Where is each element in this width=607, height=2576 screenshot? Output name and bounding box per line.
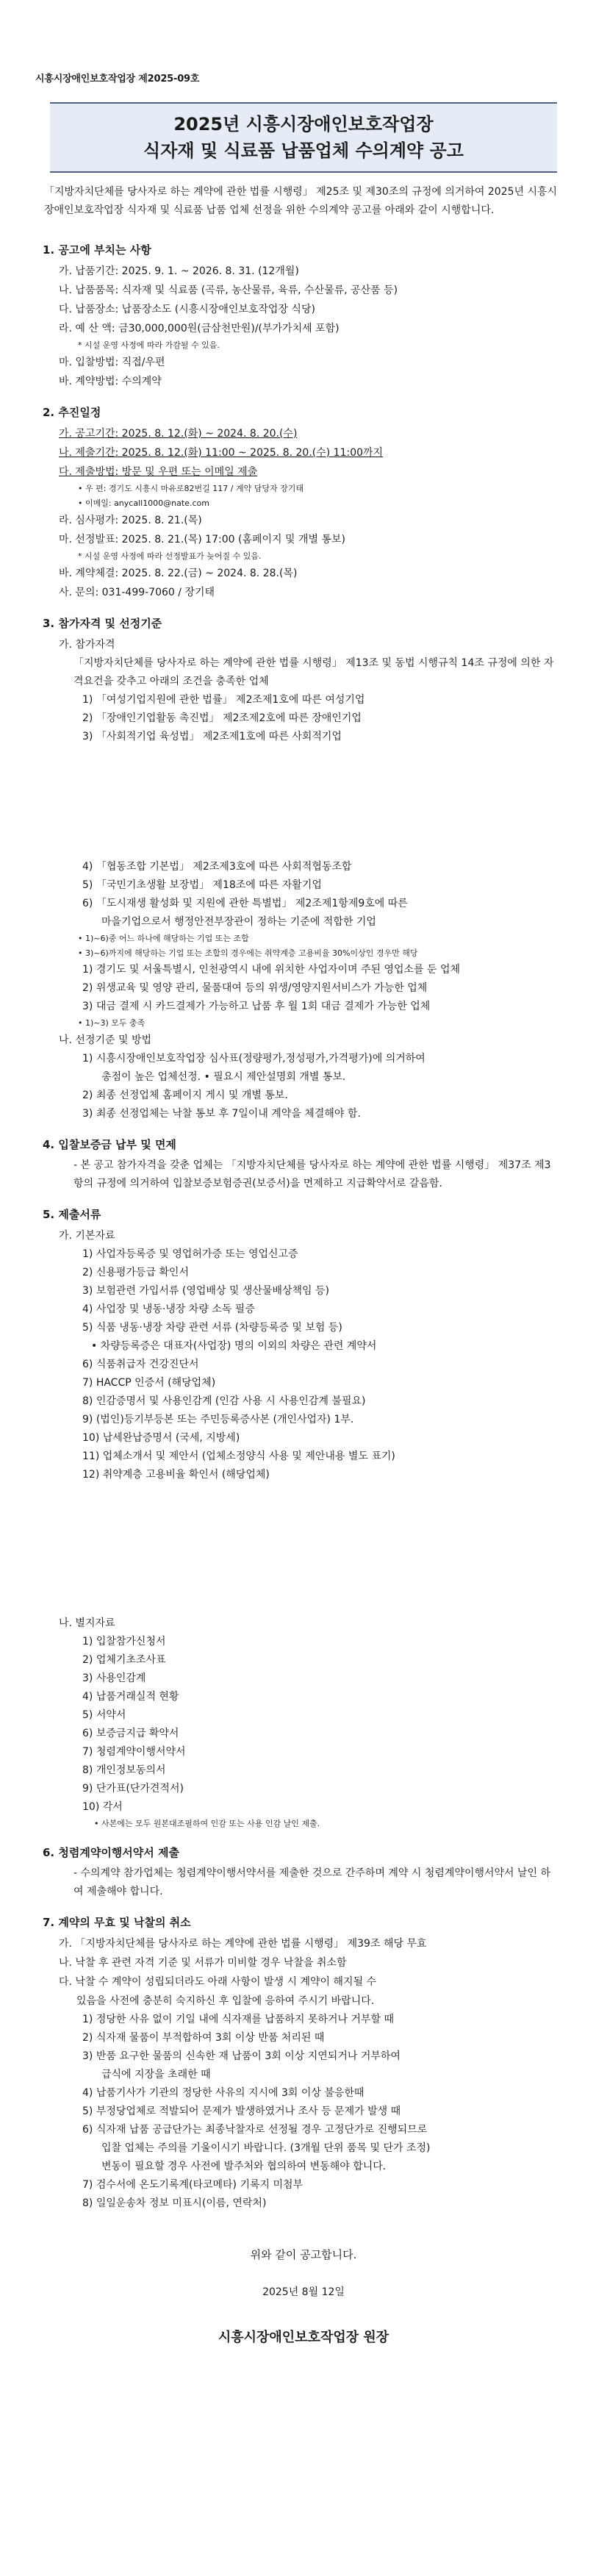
s3-method-3: 3) 최종 선정업체는 낙찰 통보 후 7일이내 계약을 체결해야 함. (82, 1108, 361, 1120)
s5-form-1: 1) 입찰참가신청서 (82, 1636, 166, 1647)
s5-form-4: 4) 납품거래실적 현황 (82, 1691, 179, 1703)
title-line-2: 식자재 및 식료품 납품업체 수의계약 공고 (143, 140, 464, 161)
s3-qual-note-1: • 1)~6)중 어느 하나에 해당하는 기업 또는 조합 (78, 934, 249, 943)
s3-cond-3: 3) 대금 결제 시 카드결제가 가능하고 납품 후 월 1회 대금 결제가 가능한 업체 (82, 1001, 431, 1012)
s7-cause-8: 8) 일일운송차 정보 미표시(이름, 연락처) (82, 2197, 267, 2209)
s3-qual-4: 4) 「협동조합 기본법」 제2조제3호에 따른 사회적협동조합 (82, 861, 352, 873)
s5-form-2: 2) 업체기초조사표 (82, 1654, 166, 1666)
s1-item-d-note: * 시설 운영 사정에 따라 가감될 수 있음. (78, 340, 220, 350)
s1-item-d: 라. 예 산 액: 금30,000,000원(금삼천만원)/(부가가치세 포함) (59, 323, 340, 334)
s5-doc-9: 9) (법인)등기부등본 또는 주민등록증사본 (개인사업자) 1부. (82, 1414, 354, 1425)
s5-form-7: 7) 청렴계약이행서약서 (82, 1746, 186, 1758)
title-box (50, 102, 557, 173)
s5-form-3: 3) 사용인감계 (82, 1672, 146, 1684)
s3-qual-note-2: • 3)~6)까지에 해당하는 기업 또는 조합의 경우에는 취약계층 고용비율 30%이상인 경우만 해당 (78, 948, 418, 958)
s5-form-8: 8) 개인정보동의서 (82, 1764, 166, 1776)
s3-method-1-cont: 총점이 높은 업체선정. • 필요시 제안설명회 개별 통보. (101, 1071, 346, 1083)
s5-doc-7: 7) HACCP 인증서 (해당업체) (82, 1377, 216, 1389)
s7-item-a: 가. 「지방자치단체를 당사자로 하는 계약에 관한 법률 시행령」 제39조 해당 무효 (59, 1938, 427, 1950)
section-6-title: 6. 청렴계약이행서약서 제출 (43, 1846, 179, 1859)
issuing-organization: 시흥시장애인보호작업장 원장 (218, 2330, 389, 2345)
intro-paragraph: 「지방자치단체를 당사자로 하는 계약에 관한 법률 시행령」 제25조 및 제30조의 규정에 의거하여 2025년 시흥시장애인보호작업장 식자재 및 식료품 납품 업체 선정을 위한 수의계약 공고를 아래와 같이 시행합니다. (44, 186, 558, 216)
s5-form-9: 9) 단가표(단가견적서) (82, 1783, 184, 1795)
s3-item-a: 가. 참가자격 (59, 639, 115, 651)
s1-item-e: 마. 입찰방법: 직접/우편 (59, 357, 165, 368)
notice-date: 2025년 8월 12일 (262, 2286, 345, 2298)
s7-cause-6: 6) 식자재 납품 공급단가는 최종낙찰자로 선정될 경우 고정단가로 진행되므로 (82, 2124, 428, 2136)
s5-doc-3: 3) 보험관련 가입서류 (영업배상 및 생산물배상책임 등) (82, 1285, 329, 1297)
s2-item-f: 바. 계약체결: 2025. 8. 22.(금) ~ 2024. 8. 28.(목) (59, 568, 298, 579)
s6-paragraph: - 수의계약 참가업체는 청렴계약이행서약서를 제출한 것으로 간주하며 계약 시 청렴계약이행서약서 날인 하여 제출해야 합니다. (73, 1867, 551, 1897)
s7-item-c-cont: 있음을 사전에 충분히 숙지하신 후 입찰에 응하여 주시기 바랍니다. (76, 1995, 375, 2007)
s3-qual-3: 3) 「사회적기업 육성법」 제2조제1호에 따른 사회적기업 (82, 731, 342, 743)
s5-doc-4: 4) 사업장 및 냉동·냉장 차량 소독 필증 (82, 1303, 255, 1315)
section-3-title: 3. 참가자격 및 선정기준 (43, 617, 162, 630)
s5-doc-5-note: • 차량등록증은 대표자(사업장) 명의 이외의 차량은 관련 계약서 (91, 1340, 377, 1352)
s5-doc-6: 6) 식품취급자 건강진단서 (82, 1359, 199, 1370)
s2-item-c-post: • 우 편: 경기도 시흥시 마유로82번길 117 / 계약 담당자 장기태 (78, 484, 304, 493)
s7-item-c: 다. 낙찰 수 계약이 성립되더라도 아래 사항이 발생 시 계약이 해지될 수 (59, 1976, 377, 1988)
s5-item-a: 가. 기본자료 (59, 1230, 115, 1242)
s7-cause-1: 1) 정당한 사유 없이 기일 내에 식자재를 납품하지 못하거나 거부할 때 (82, 2014, 395, 2025)
s7-cause-7: 7) 검수서에 온도기록계(타코메타) 기록지 미첨부 (82, 2179, 304, 2191)
s5-doc-8: 8) 인감증명서 및 사용인감계 (인감 사용 시 사용인감계 불필요) (82, 1395, 366, 1407)
closing-text: 위와 같이 공고합니다. (250, 2248, 357, 2261)
s3-item-b: 나. 선정기준 및 방법 (59, 1034, 151, 1046)
s5-doc-11: 11) 업체소개서 및 제안서 (업체소정양식 사용 및 제안내용 별도 표기) (82, 1450, 395, 1462)
s3-method-1: 1) 시흥시장애인보호작업장 심사표(정량평가,정성평가,가격평가)에 의거하여 (82, 1053, 425, 1065)
s7-cause-4: 4) 납품기사가 기관의 정당한 사유의 지시에 3회 이상 불응한때 (82, 2087, 364, 2099)
s5-form-6: 6) 보증금지급 확약서 (82, 1728, 179, 1739)
title-line-1: 2025년 시흥시장애인보호작업장 (173, 114, 434, 135)
s7-item-b: 나. 낙찰 후 관련 자격 기준 및 서류가 미비할 경우 낙찰을 취소함 (59, 1957, 347, 1969)
s5-doc-10: 10) 납세완납증명서 (국세, 지방세) (82, 1432, 240, 1444)
s3-qual-5: 5) 「국민기초생활 보장법」 제18조에 따른 자활기업 (82, 879, 322, 891)
s3-qual-6: 6) 「도시재생 활성화 및 지원에 관한 특별법」 제2조제1항제9호에 따른 (82, 898, 408, 909)
s2-item-b: 나. 제출기간: 2025. 8. 12.(화) 11:00 ~ 2025. 8. 20.(수) 11:00까지 (59, 447, 384, 459)
s5-item-b: 나. 별지자료 (59, 1617, 115, 1629)
s2-item-c-email: • 이메일: anycall1000@nate.com (78, 498, 209, 508)
s2-item-a: 가. 공고기간: 2025. 8. 12.(화) ~ 2024. 8. 20.(수) (59, 428, 298, 440)
s3-qual-2: 2) 「장애인기업활동 촉진법」 제2조제2호에 따른 장애인기업 (82, 712, 362, 724)
document-number: 시흥시장애인보호작업장 제2025-09호 (35, 74, 200, 85)
s5-doc-2: 2) 신용평가등급 확인서 (82, 1267, 189, 1278)
section-4-title: 4. 입찰보증금 납부 및 면제 (43, 1138, 176, 1151)
s5-forms-note: • 사본에는 모두 원본대조필하여 인감 또는 사용 인감 날인 제출. (94, 1819, 320, 1828)
s1-item-a: 가. 납품기간: 2025. 9. 1. ~ 2026. 8. 31. (12개월) (59, 265, 299, 277)
s5-doc-12: 12) 취약계층 고용비율 확인서 (해당업체) (82, 1469, 270, 1481)
s3-method-2: 2) 최종 선정업체 홈페이지 게시 및 개별 통보. (82, 1090, 288, 1101)
s3-item-a-paragraph: 「지방자치단체를 당사자로 하는 계약에 관한 법률 시행령」 제13조 및 동법 시행규칙 14조 규정에 의한 자격요건을 갖추고 아래의 조건을 충족한 업체 (73, 657, 554, 687)
s7-cause-6-cont-2: 변동이 필요할 경우 사전에 발주처와 협의하여 변동해야 합니다. (101, 2161, 387, 2172)
s3-qual-1: 1) 「여성기업지원에 관한 법률」 제2조제1호에 따른 여성기업 (82, 694, 365, 706)
s2-item-c: 다. 제출방법: 방문 및 우편 또는 이메일 제출 (59, 466, 258, 478)
s7-cause-2: 2) 식자재 물품이 부적합하여 3회 이상 반품 처리된 때 (82, 2032, 325, 2044)
s1-item-b: 나. 납품품목: 식자재 및 식료품 (곡류, 농산물류, 육류, 수산물류, 공산품 등) (59, 285, 398, 296)
s3-cond-2: 2) 위생교육 및 영양 관리, 물품대여 등의 위생/영양지원서비스가 가능한 업체 (82, 982, 428, 994)
section-1-title: 1. 공고에 부치는 사항 (43, 243, 151, 257)
section-7-title: 7. 계약의 무효 및 낙찰의 취소 (43, 1916, 191, 1929)
blank-space (35, 1484, 572, 1614)
s3-cond-1: 1) 경기도 및 서울특별시, 인천광역시 내에 위치한 사업자이며 주된 영업소를 둔 업체 (82, 964, 461, 976)
s5-form-5: 5) 서약서 (82, 1709, 126, 1721)
s7-cause-5: 5) 부정당업체로 적발되어 문제가 발생하였거나 조사 등 문제가 발생 때 (82, 2105, 401, 2117)
blank-space (35, 746, 572, 858)
s5-doc-1: 1) 사업자등록증 및 영업허가증 또는 영업신고증 (82, 1248, 298, 1260)
s7-cause-6-cont-1: 입찰 업체는 주의를 기울이시기 바랍니다. (3개월 단위 품목 및 단가 조정) (101, 2142, 431, 2154)
s5-doc-5: 5) 식품 냉동·냉장 차량 관련 서류 (차량등록증 및 보험 등) (82, 1322, 342, 1334)
s1-item-c: 다. 납품장소: 납품장소도 (시흥시장애인보호작업장 식당) (59, 304, 315, 315)
s1-item-f: 바. 계약방법: 수의계약 (59, 376, 162, 387)
s3-cond-note: • 1)~3) 모두 충족 (78, 1018, 146, 1028)
s4-paragraph: - 본 공고 참가자격을 갖춘 업체는 「지방자치단체를 당사자로 하는 계약에 관한 법률 시행령」 제37조 제3항의 규정에 의거하여 입찰보증보험증권(보증서)을 면제하고 지급확약서로 갈음함. (73, 1159, 551, 1189)
s3-qual-6-cont: 마을기업으로서 행정안전부장관이 정하는 기준에 적합한 기업 (101, 916, 376, 928)
s7-cause-3: 3) 반품 요구한 물품의 신속한 재 납품이 3회 이상 지연되거나 거부하여 (82, 2050, 401, 2062)
s2-item-e-note: * 시설 운영 사정에 따라 선정발표가 늦어질 수 있음. (78, 551, 262, 561)
section-2-title: 2. 추진일정 (43, 406, 101, 419)
s2-item-d: 라. 심사평가: 2025. 8. 21.(목) (59, 515, 202, 526)
s2-item-g: 사. 문의: 031-499-7060 / 장기태 (59, 587, 215, 598)
s7-cause-3-cont: 급식에 지장을 초래한 때 (101, 2069, 211, 2081)
section-5-title: 5. 제출서류 (43, 1208, 101, 1221)
s2-item-e: 마. 선정발표: 2025. 8. 21.(목) 17:00 (홈페이지 및 개별 통보) (59, 534, 345, 545)
s5-form-10: 10) 각서 (82, 1801, 123, 1813)
